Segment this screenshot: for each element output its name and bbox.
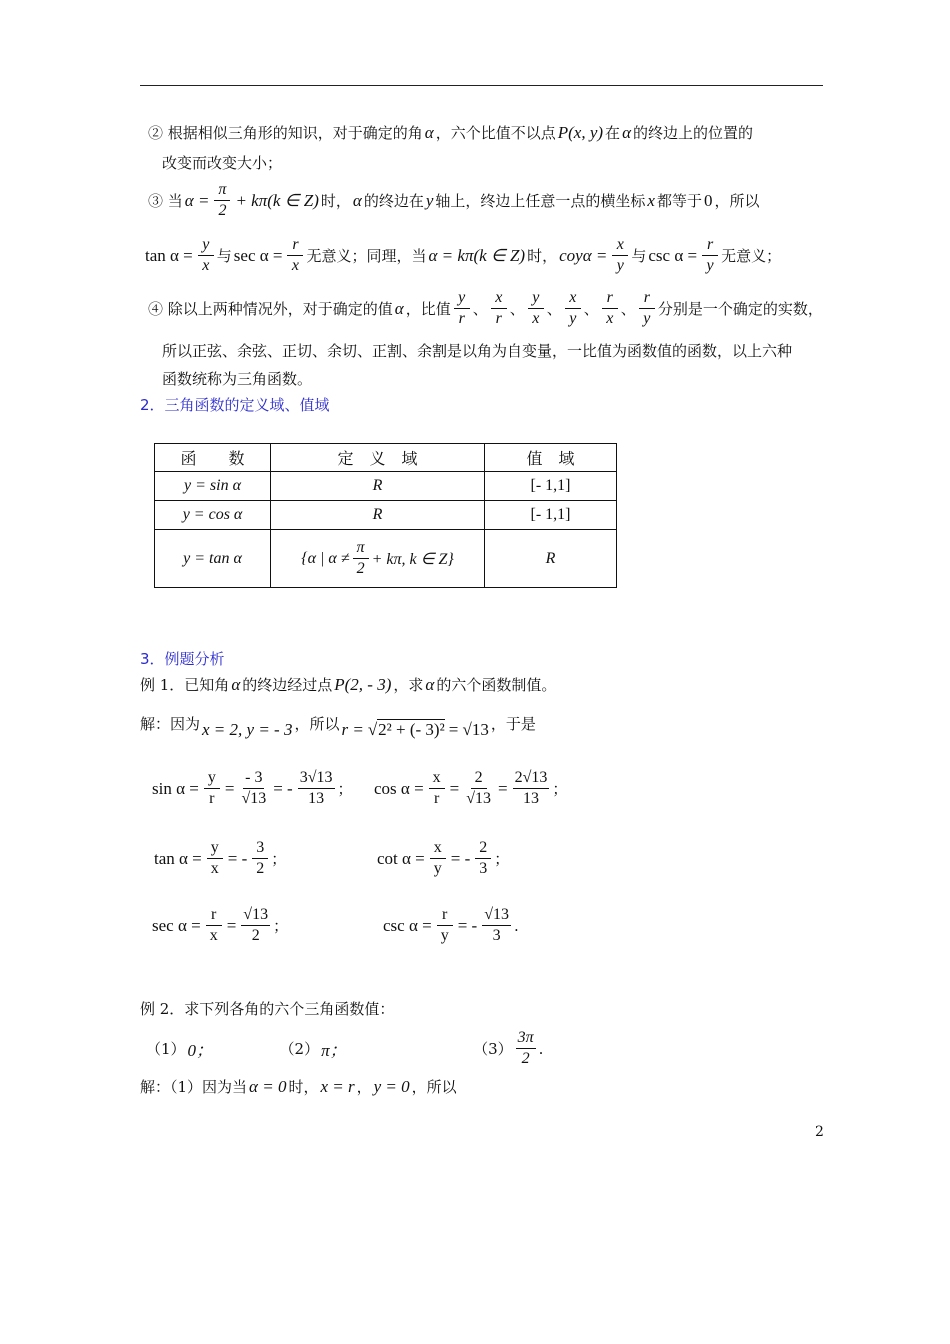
math: 0 (703, 190, 713, 210)
denominator: y (643, 310, 651, 327)
text: ，求 (393, 676, 424, 694)
fraction (516, 1028, 536, 1069)
example-2-items (146, 1028, 543, 1069)
denominator: x (209, 927, 218, 944)
text: ，六个比值不以点 (435, 124, 556, 142)
denominator: 2 (521, 1050, 530, 1067)
text: . (538, 1039, 544, 1058)
math: x = r (320, 1076, 355, 1096)
fraction (239, 768, 268, 809)
paragraph-3 (148, 180, 759, 221)
separator: 、 (509, 300, 525, 318)
fraction (464, 768, 493, 809)
fraction (214, 180, 230, 221)
numerator: y (207, 838, 223, 859)
denominator: 3 (492, 927, 501, 944)
math: = √13 (448, 720, 489, 739)
numerator: y (198, 235, 214, 256)
sin-equation (150, 768, 353, 809)
numerator: π (353, 538, 369, 559)
table-row (155, 501, 617, 530)
fraction (241, 905, 270, 946)
denominator: 2 (251, 927, 260, 944)
ratio-list (451, 288, 658, 329)
cell: y = tan α (155, 530, 271, 588)
math: α = (184, 190, 210, 210)
math: = (226, 915, 237, 935)
text: ，所以 (714, 192, 760, 210)
numerator: - 3 (243, 768, 264, 789)
lhs: tan α = (154, 848, 202, 868)
fraction (207, 838, 223, 879)
text: ，所以 (411, 1078, 457, 1096)
table-header: 值 域 (485, 444, 617, 472)
text: 时， (320, 192, 351, 210)
text: 无意义； (721, 247, 782, 265)
punct: . (513, 916, 519, 935)
paragraph-2-line2: 改变而改变大小； (162, 154, 283, 172)
denominator: y (706, 257, 714, 274)
cell: [- 1,1] (485, 501, 617, 530)
math: α (394, 298, 404, 318)
numerator: 3√13 (298, 768, 335, 789)
numerator: y (204, 768, 220, 789)
denominator: x (202, 257, 210, 274)
denominator: √13 (466, 790, 492, 807)
numerator: x (429, 768, 445, 789)
cell: y = cos α (155, 501, 271, 530)
text: 在 (605, 124, 621, 142)
text: 时， (527, 247, 558, 265)
math: + kπ(k ∈ Z) (235, 190, 319, 210)
cos-equation (372, 768, 567, 809)
separator: 、 (583, 300, 599, 318)
text: ，所以 (294, 714, 340, 733)
numerator: y (454, 288, 470, 309)
fraction (206, 905, 222, 946)
math: α = 0 (249, 1076, 287, 1096)
math: α (425, 674, 435, 694)
numerator: 2 (471, 768, 487, 789)
denominator: 2 (256, 860, 265, 877)
cell: R (485, 530, 617, 588)
math: r = (341, 720, 364, 739)
fraction (437, 905, 453, 946)
numerator: r (287, 235, 303, 256)
text: 的六个函数制值。 (436, 676, 557, 694)
ratio-fraction (491, 288, 507, 329)
denominator: r (433, 790, 440, 807)
text: 的终边经过点 (242, 676, 333, 694)
fraction (513, 768, 550, 809)
math: = (498, 778, 508, 798)
item-value: 0； (187, 1041, 214, 1060)
math: x (647, 190, 655, 210)
denominator: x (532, 310, 540, 327)
denominator: 13 (308, 790, 325, 807)
denominator: y (569, 310, 577, 327)
cell (271, 530, 485, 588)
fraction (353, 538, 369, 579)
numerator: π (214, 180, 230, 201)
ratio-fraction (454, 288, 470, 329)
text: ，比值 (405, 300, 451, 318)
math: + kπ, k ∈ Z} (371, 550, 454, 568)
paragraph-3-line2 (143, 235, 781, 276)
example-1-solution (140, 706, 536, 740)
math: csc α = (648, 245, 698, 265)
ratio-fraction (528, 288, 544, 329)
punct: ； (494, 850, 510, 868)
numerator: 2√13 (513, 768, 550, 789)
denominator: x (210, 860, 219, 877)
example-1-title (140, 674, 556, 695)
tan-equation (152, 838, 286, 879)
numerator: √13 (241, 905, 270, 926)
item-value: π； (321, 1041, 347, 1060)
math: = - (450, 848, 471, 868)
math: x = 2, y = - 3 (202, 720, 293, 739)
math: = - (227, 848, 248, 868)
math: y (425, 190, 434, 210)
separator: 、 (620, 300, 636, 318)
math: {α | α ≠ (301, 549, 350, 567)
punct: ； (273, 917, 289, 935)
cell: [- 1,1] (485, 472, 617, 501)
math: α (352, 190, 362, 210)
denominator: x (291, 257, 300, 274)
numerator: r (602, 288, 618, 309)
page-number: 2 (815, 1124, 824, 1140)
math: α = kπ(k ∈ Z) (428, 245, 526, 265)
numerator: x (565, 288, 581, 309)
paragraph-4-line2: 所以正弦、余弦、正切、余切、正割、余割是以角为自变量，一比值为函数值的函数，以上六种 (162, 342, 793, 360)
fraction (204, 768, 220, 809)
radicand: 2² + (- 3)² (378, 720, 445, 739)
cell: R (271, 501, 485, 530)
numerator: r (702, 235, 718, 256)
table-row (155, 530, 617, 588)
text: ② 根据相似三角形的知识，对于确定的角 (148, 124, 423, 142)
text: 分别是一个确定的实数， (657, 300, 823, 318)
punct: ； (337, 780, 353, 798)
numerator: y (528, 288, 544, 309)
csc-equation (381, 905, 519, 946)
paragraph-4 (148, 288, 823, 329)
math: y = 0 (373, 1076, 410, 1096)
denominator: r (495, 310, 502, 327)
item-label: （2） (279, 1040, 320, 1058)
math: sec α = (233, 245, 283, 265)
numerator: √13 (482, 905, 511, 926)
numerator: 3 (252, 838, 268, 859)
numerator: r (639, 288, 655, 309)
text: 与 (216, 247, 232, 265)
punct: ； (271, 850, 287, 868)
fraction (475, 838, 491, 879)
section-heading-2: 2．三角函数的定义域、值域 (140, 396, 330, 414)
denominator: y (433, 860, 442, 877)
fraction (429, 768, 445, 809)
separator: 、 (546, 300, 562, 318)
text: 轴上，终边上任意一点的横坐标 (435, 192, 646, 210)
fraction (298, 768, 335, 809)
equals: = (449, 778, 460, 798)
math: = - (273, 778, 293, 798)
cot-equation (375, 838, 509, 879)
table-header: 函 数 (155, 444, 271, 472)
header-rule (140, 85, 823, 86)
text: 都等于 (656, 192, 702, 210)
fraction (198, 235, 214, 276)
paragraph-4-line3: 函数统称为三角函数。 (162, 370, 313, 388)
text: 例 1．已知角 (140, 676, 230, 694)
numerator: x (430, 838, 446, 859)
text: 的终边上的位置的 (633, 124, 754, 142)
lhs: sec α = (152, 915, 201, 935)
ratio-fraction (602, 288, 618, 329)
text: 与 (631, 247, 647, 265)
fraction (252, 838, 268, 879)
denominator: 2 (356, 560, 365, 577)
example-2-title: 例 2．求下列各角的六个三角函数值： (140, 1000, 395, 1018)
text: 无意义；同理，当 (306, 247, 427, 265)
text: 时， (288, 1078, 319, 1096)
fraction (482, 905, 511, 946)
item-label: （3） (473, 1040, 513, 1058)
text: ④ 除以上两种情况外，对于确定的值 (148, 300, 393, 318)
denominator: y (616, 257, 624, 274)
numerator: x (491, 288, 507, 309)
text: ③ 当 (148, 192, 183, 210)
denominator: x (606, 310, 614, 327)
fraction (702, 235, 718, 276)
denominator: √13 (241, 790, 267, 807)
math: α (424, 122, 434, 142)
math: α (231, 674, 241, 694)
numerator: 3π (516, 1028, 536, 1049)
example-2-solution (140, 1076, 457, 1097)
text: ， (356, 1078, 372, 1096)
fraction (287, 235, 303, 276)
separator: 、 (472, 300, 488, 318)
numerator: x (612, 235, 628, 256)
denominator: 13 (523, 790, 540, 807)
lhs: csc α = (383, 915, 432, 935)
paragraph-2 (148, 122, 753, 143)
text: ，于是 (490, 714, 536, 733)
math: α (622, 122, 631, 142)
section-heading-3: 3．例题分析 (140, 650, 225, 668)
item-label: （1） (146, 1040, 186, 1058)
punct: ； (552, 780, 568, 798)
lhs: sin α = (152, 778, 199, 798)
numerator: 2 (475, 838, 491, 859)
lhs: cot α = (377, 848, 425, 868)
sec-equation (150, 905, 288, 946)
table-row (155, 472, 617, 501)
cell: R (271, 472, 485, 501)
text: 解：（1）因为当 (140, 1078, 248, 1096)
math: = - (457, 915, 478, 935)
equals: = (224, 778, 235, 798)
denominator: 3 (479, 860, 488, 877)
cell: y = sin α (155, 472, 271, 501)
text: 的终边在 (363, 192, 424, 210)
math: coyα = (559, 245, 608, 265)
fraction (612, 235, 628, 276)
ratio-fraction (639, 288, 655, 329)
math: tan α = (145, 245, 193, 265)
denominator: 2 (218, 202, 227, 219)
fraction (430, 838, 446, 879)
ratio-fraction (565, 288, 581, 329)
denominator: r (209, 790, 215, 807)
numerator: r (206, 905, 222, 926)
domain-range-table (154, 443, 617, 588)
lhs: cos α = (374, 778, 424, 798)
denominator: r (458, 310, 465, 327)
numerator: r (437, 905, 453, 926)
sqrt: √2² + (- 3)² (367, 720, 445, 739)
denominator: y (440, 927, 449, 944)
text: 解：因为 (140, 714, 201, 733)
math: P(x, y) (557, 122, 604, 142)
math: P(2, - 3) (334, 674, 392, 694)
table-header: 定 义 域 (271, 444, 485, 472)
